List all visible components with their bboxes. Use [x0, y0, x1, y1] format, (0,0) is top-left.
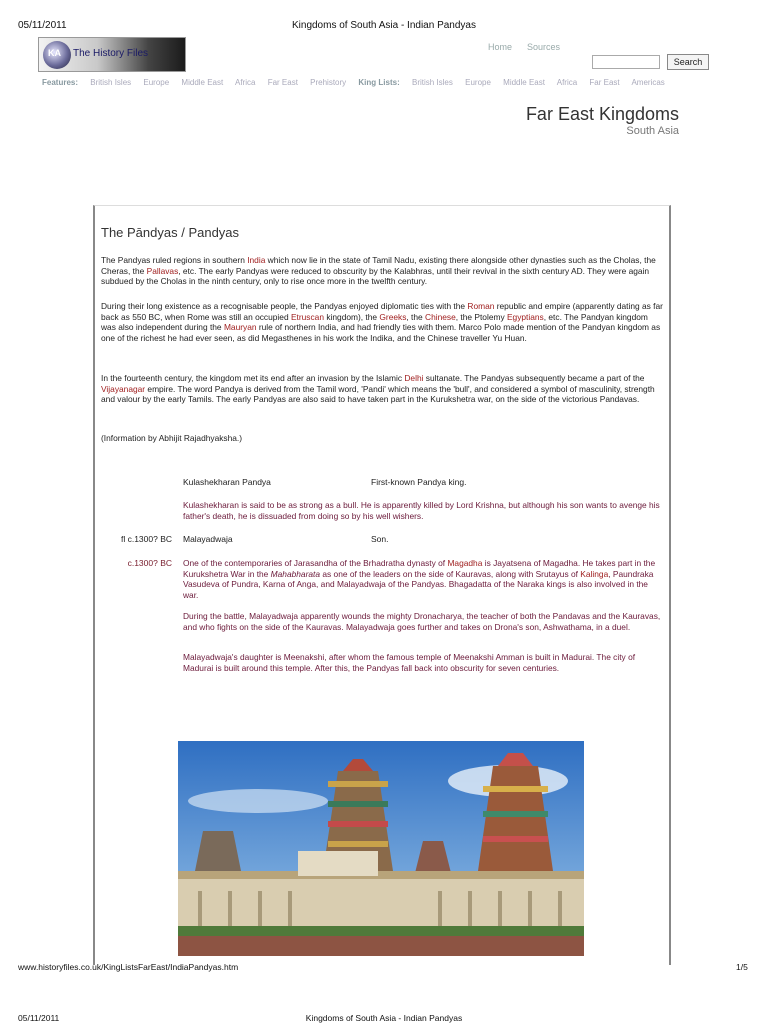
italic-text: Mahabharata	[270, 568, 321, 579]
search-input[interactable]	[592, 55, 660, 69]
inline-link[interactable]: India	[247, 255, 266, 265]
king-note: First-known Pandya king.	[371, 477, 467, 487]
inline-link[interactable]: Magadha	[447, 558, 483, 568]
event-text: Malayadwaja's daughter is Meenakshi, after whom the famous temple of Meenakshi Amman is built in Madurai. The city of Madurai is built around this temple. After this, the Pandyas fall back into obscurity for seven centuries.	[183, 652, 636, 673]
text-run: as one of the leaders on the side of Kauravas, along with Srutayus of	[320, 568, 581, 579]
footer-url: www.historyfiles.co.uk/KingListsFarEast/IndiaPandyas.htm	[18, 962, 239, 972]
logo-mark: KA	[48, 48, 61, 58]
nav-sources-link[interactable]: Sources	[527, 42, 561, 52]
inline-link[interactable]: Kalinga	[580, 568, 609, 579]
king-list-link[interactable]: British Isles	[411, 78, 453, 87]
event-text	[183, 558, 663, 600]
king-list-link[interactable]: Europe	[465, 78, 491, 87]
text-run: empire. The word Pandya is derived from the Tamil word, 'Pandi' which means the 'bull', and considered a symbol of masculinity, strength and valour by the early Tamils. The early Pandyas are also said to have taken part in the Kurukshetra war, on the side of the victorious Pandavas.	[101, 383, 655, 404]
text-run: , Paundraka Vasudeva of Pundra, Karna of Anga, and Malayadwaja of the Pandyas. Bhagadatta of the Naraka kings is also involved in the war.	[183, 568, 654, 600]
inline-link[interactable]: Roman	[467, 301, 495, 311]
text-run: , etc. The Pandyan kingdom was also independent during the	[101, 311, 648, 332]
logo-text: The History Files	[73, 48, 149, 59]
text-run: which now lie in the state of Tamil Nadu, existing there alongside other dynasties such as the Cholas, the Cheras, the	[101, 255, 656, 276]
inline-link[interactable]: Vijayanagar	[101, 383, 146, 394]
search-button[interactable]: Search	[667, 54, 709, 70]
text-run: One of the contemporaries of Jarasandha of the Brhadratha dynasty of	[183, 558, 448, 568]
text-run: The Pandyas ruled regions in southern	[101, 255, 248, 265]
feature-link[interactable]: Africa	[235, 78, 256, 87]
text-run: , the	[406, 311, 426, 322]
site-logo[interactable]	[38, 37, 186, 72]
print-title: Kingdoms of South Asia - Indian Pandyas	[291, 20, 476, 31]
inline-link[interactable]: Chinese	[425, 311, 456, 322]
king-list-link[interactable]: Middle East	[503, 78, 545, 87]
features-label: Features:	[42, 78, 79, 87]
king-name: Kulashekharan Pandya	[183, 477, 271, 487]
article-title: The Pāndyas / Pandyas	[101, 225, 240, 240]
features-nav	[42, 78, 675, 87]
feature-link[interactable]: Europe	[143, 78, 170, 87]
inline-link[interactable]: Egyptians	[506, 311, 544, 322]
feature-link[interactable]: Prehistory	[310, 78, 347, 87]
event-text: During the battle, Malayadwaja apparently wounds the mighty Dronacharya, the teacher of both the Pandavas and the Kauravas, and who fights on the side of the Kauravas. Malayadwaja goes further and takes on Drona's son, Ashwathama, in a duel.	[183, 611, 661, 632]
text-run: During their long existence as a recognisable people, the Pandyas enjoyed diplomatic ties with the	[101, 301, 468, 311]
king-list-link[interactable]: Far East	[589, 78, 620, 87]
text-run: In the fourteenth century, the kingdom met its end after an invasion by the Islamic	[101, 373, 405, 383]
footer-page: 1/5	[736, 962, 748, 972]
print-date-next-page: 05/11/2011	[18, 1013, 60, 1023]
inline-link[interactable]: Mauryan	[223, 322, 257, 332]
king-name: Malayadwaja	[183, 534, 233, 544]
text-run: is Jayatsena of Magadha. He takes part in the Kurukshetra War in the	[183, 558, 656, 579]
article-paragraph	[101, 255, 663, 287]
king-date: fl c.1300? BC	[120, 534, 172, 544]
text-run: republic and empire (apparently dating as far back as 550 BC, when Rome was still an occupied	[101, 301, 663, 322]
text-run: sultanate. The Pandyas subsequently became a part of the	[423, 373, 645, 383]
inline-link[interactable]: Greeks	[379, 311, 407, 322]
entry-description: Kulashekharan is said to be as strong as a bull. He is apparently killed by Lord Krishna, but although his son wants to avenge his father's death, he is dissuaded from doing so by his well wishers.	[183, 500, 660, 521]
text-run: , the Ptolemy	[455, 311, 507, 322]
event-date: c.1300? BC	[127, 558, 172, 568]
feature-link[interactable]: Far East	[267, 78, 298, 87]
article-paragraph	[101, 301, 663, 343]
inline-link[interactable]: Etruscan	[290, 311, 324, 322]
temple-photo	[178, 741, 584, 956]
region-subtitle: South Asia	[626, 125, 679, 137]
inline-link[interactable]: Pallavas	[146, 265, 179, 276]
feature-link[interactable]: Middle East	[181, 78, 224, 87]
nav-home-link[interactable]: Home	[488, 42, 513, 52]
king-list-link[interactable]: Africa	[556, 78, 578, 87]
print-title-next-page: Kingdoms of South Asia - Indian Pandyas	[305, 1013, 463, 1023]
region-title: Far East Kingdoms	[525, 104, 679, 124]
feature-link[interactable]: British Isles	[90, 78, 132, 87]
king-note: Son.	[371, 534, 389, 544]
inline-link[interactable]: Delhi	[404, 373, 424, 383]
article-credit: (Information by Abhijit Rajadhyaksha.)	[101, 433, 243, 443]
king-lists-label: King Lists:	[358, 78, 400, 87]
text-run: , etc. The early Pandyas were reduced to obscurity by the Kalabhras, until their revival in the sixth century AD. They were again subdued by the Cholas in the ninth century, only to rise once more in the twelfth century.	[101, 265, 650, 286]
king-list-link[interactable]: Americas	[631, 78, 665, 87]
text-run: kingdom), the	[324, 311, 380, 322]
text-run: rule of northern India, and had friendly ties with them. Marco Polo made mention of the Pandyan kingdom as one of the richest he had ever seen, as did Megasthenes in his work the Indika, and the Chinese traveller Yu Huan.	[101, 322, 661, 343]
print-date: 05/11/2011	[18, 20, 67, 31]
article-paragraph	[101, 373, 663, 405]
